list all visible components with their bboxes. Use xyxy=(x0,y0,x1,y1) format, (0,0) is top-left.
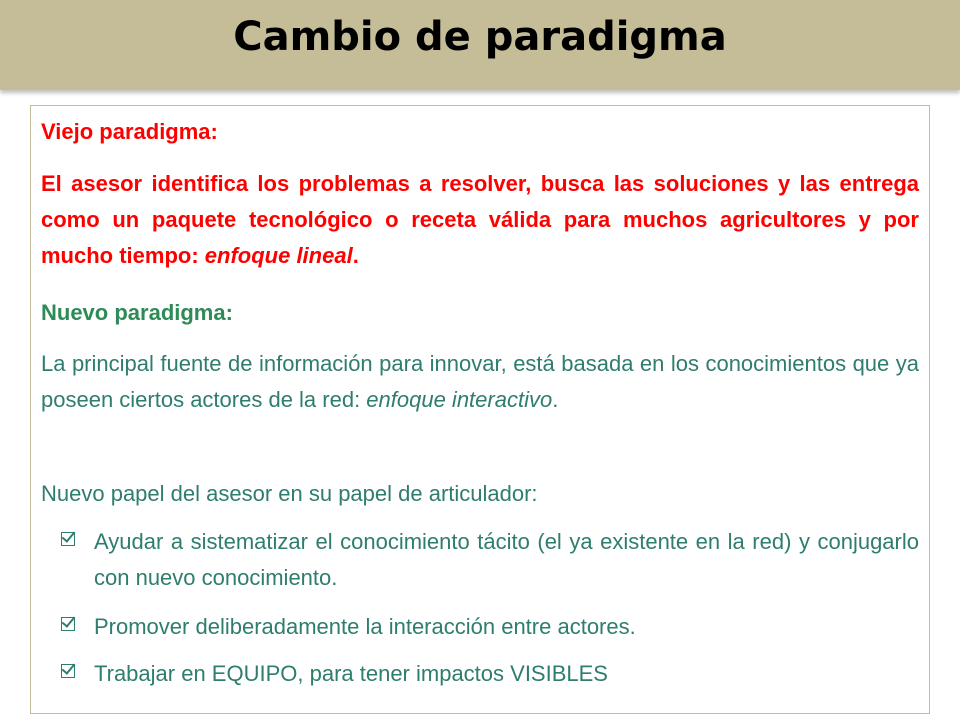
new-paradigm-body: La principal fuente de información para innovar, está basada en los conocimientos que ya poseen ciertos actores de la red: xyxy=(41,351,919,412)
new-paradigm-text xyxy=(41,346,919,418)
new-paradigm-heading: Nuevo paradigma: xyxy=(41,300,233,325)
list-item-text: Promover deliberadamente la interacción entre actores. xyxy=(94,614,636,639)
new-paradigm-emphasis: enfoque interactivo xyxy=(366,387,553,412)
list-item xyxy=(53,609,919,645)
slide-title: Cambio de paradigma xyxy=(233,14,727,60)
checkbox-icon xyxy=(61,664,75,678)
old-paradigm-heading: Viejo paradigma: xyxy=(41,119,218,144)
title-bar xyxy=(0,0,960,90)
list-item-text: Trabajar en EQUIPO, para tener impactos VISIBLES xyxy=(94,661,608,686)
old-paradigm-body: El asesor identifica los problemas a resolver, busca las soluciones y las entrega como un paquete tecnológico o receta válida para muchos agricultores y por mucho tiempo: xyxy=(41,171,919,268)
content-box xyxy=(30,105,930,714)
checkbox-icon xyxy=(61,532,75,546)
role-heading: Nuevo papel del asesor en su papel de articulador: xyxy=(41,481,538,506)
new-paradigm-end: . xyxy=(552,387,559,412)
checkbox-icon xyxy=(61,617,75,631)
list-item-text: Ayudar a sistematizar el conocimiento tácito (el ya existente en la red) y conjugarlo con nuevo conocimiento. xyxy=(94,529,919,590)
list-item xyxy=(53,656,919,692)
old-paradigm-end: . xyxy=(352,243,359,268)
list-item xyxy=(53,524,919,596)
old-paradigm-emphasis: enfoque lineal xyxy=(204,243,353,268)
old-paradigm-text xyxy=(41,166,919,274)
